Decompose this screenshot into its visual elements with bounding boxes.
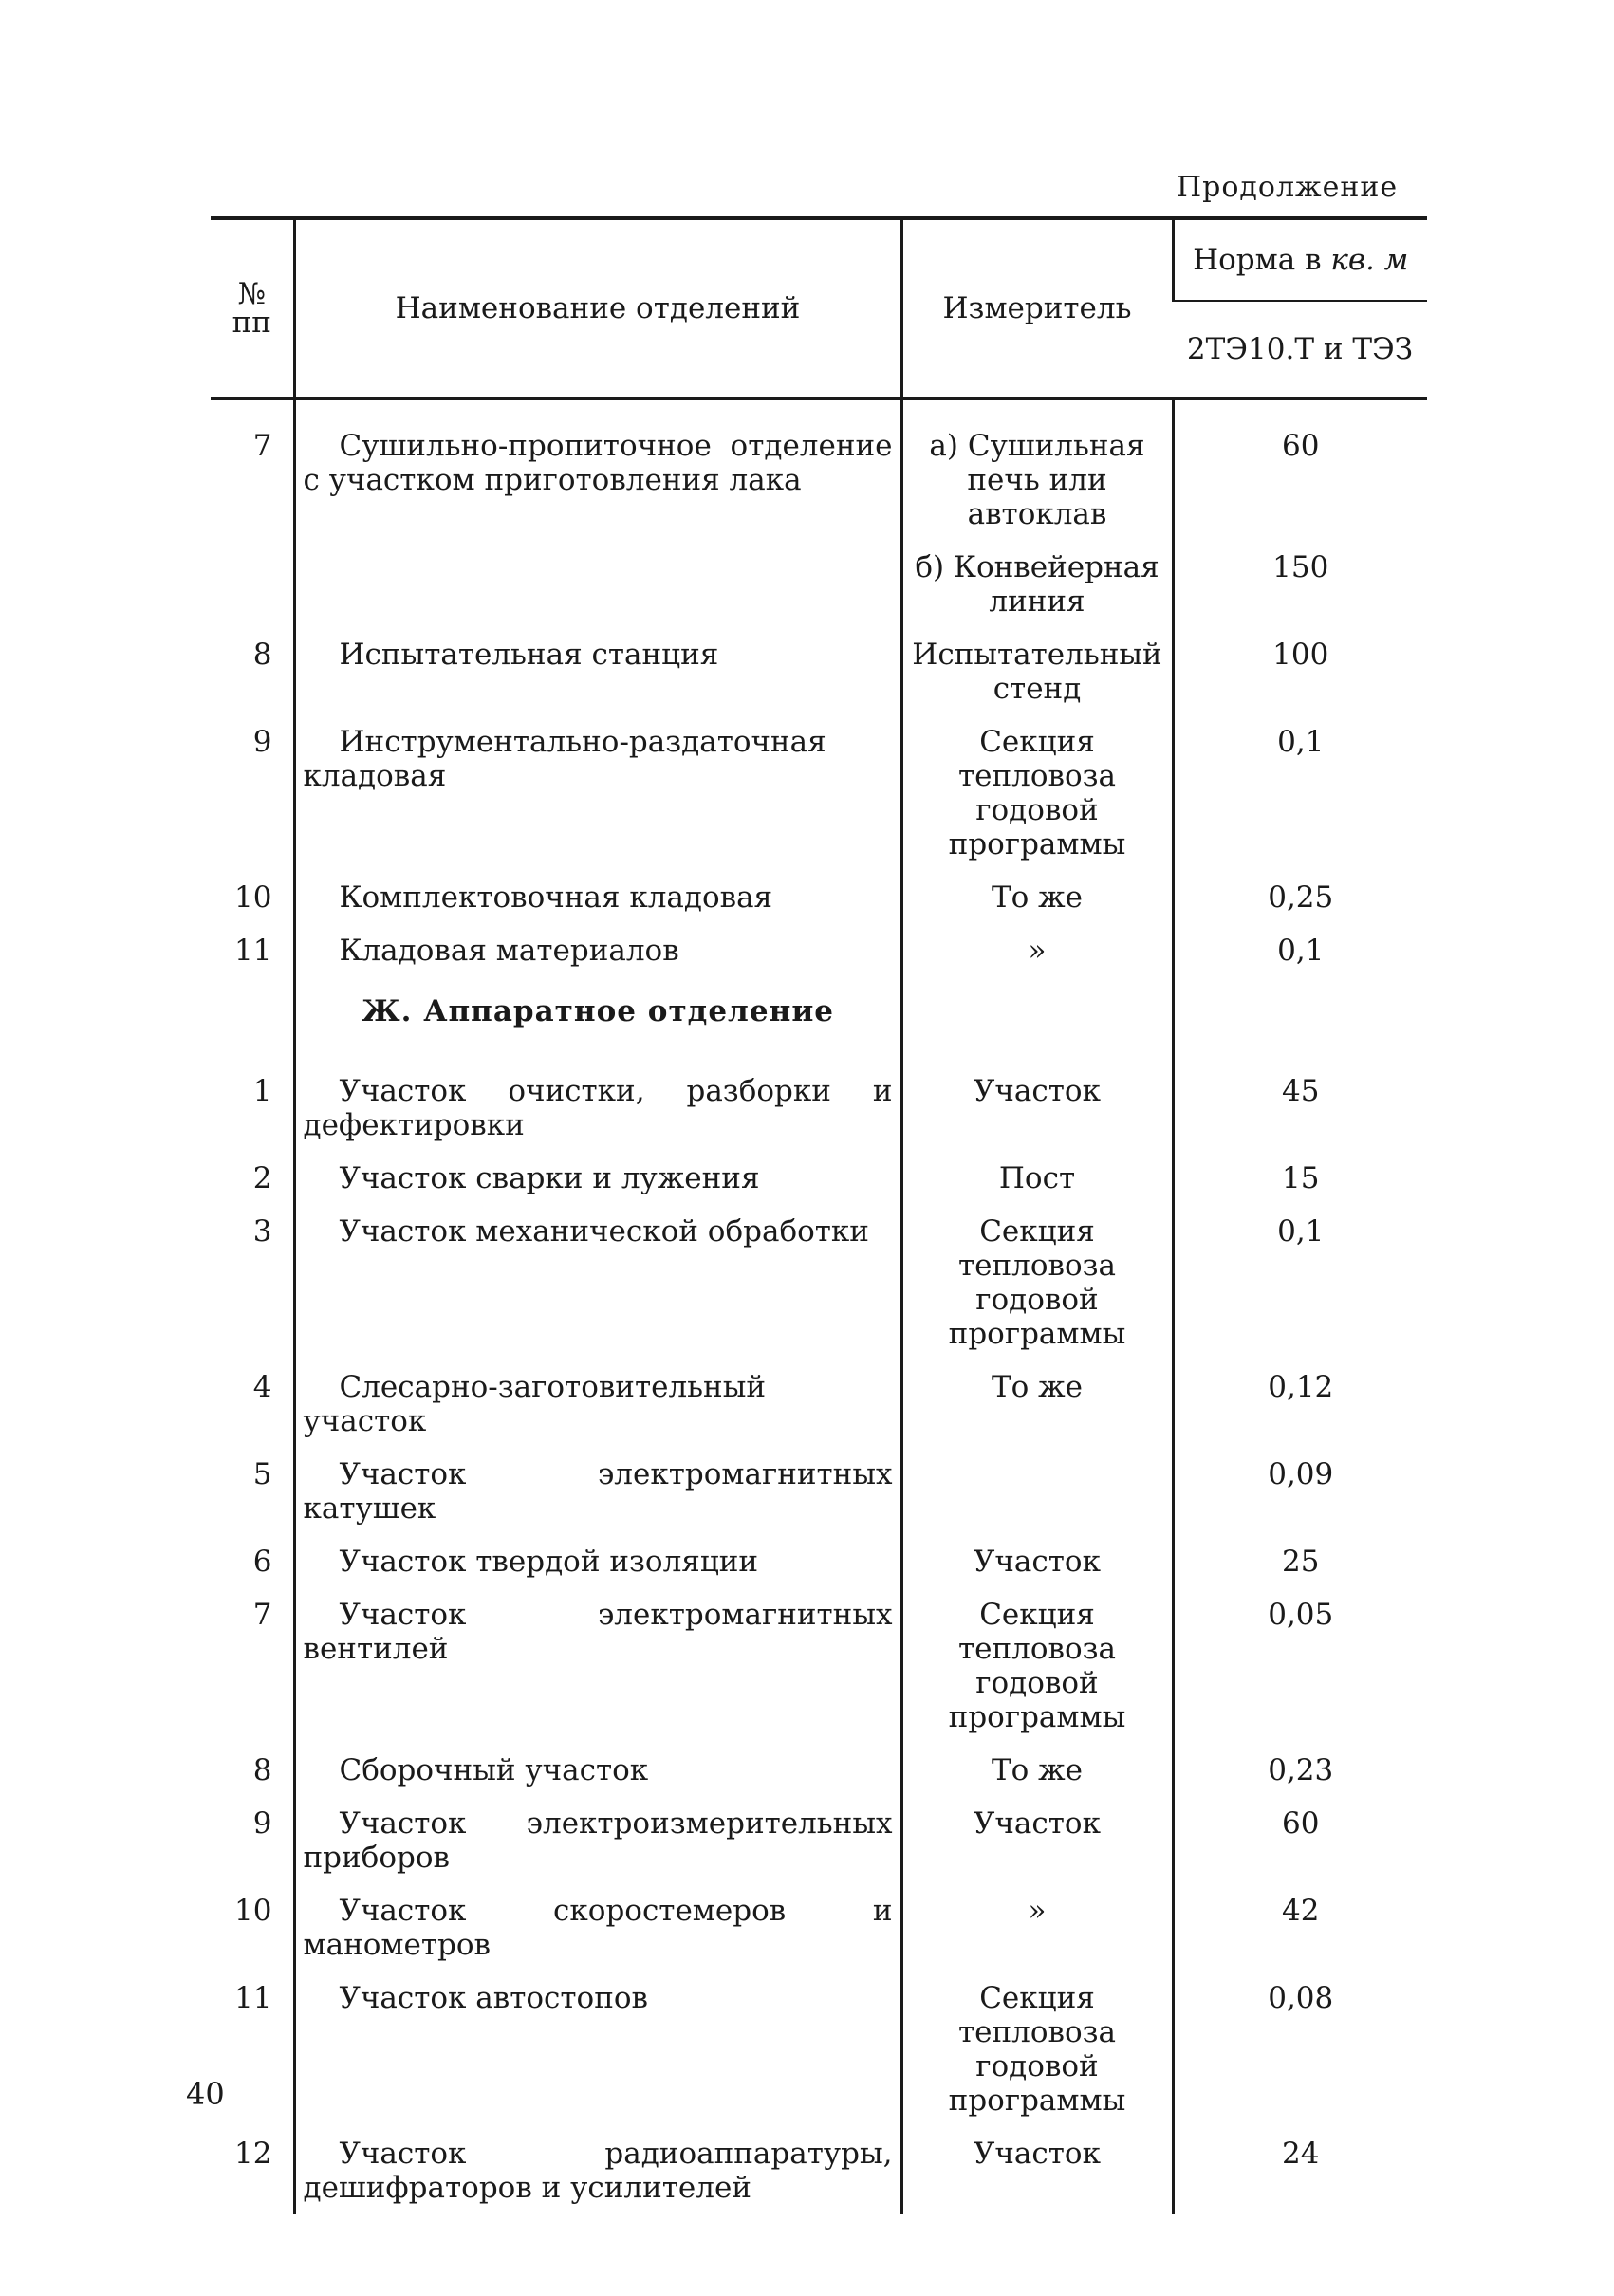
- row-norm: 0,12: [1173, 1361, 1427, 1448]
- row-norm: 15: [1173, 1152, 1427, 1205]
- table-row: [211, 715, 1427, 871]
- row-num: 12: [234, 2137, 272, 2171]
- row-norm: 42: [1173, 1884, 1427, 1972]
- section-heading-body: [211, 977, 1427, 1046]
- row-name: Участок электроизмерительных приборов: [294, 1797, 901, 1884]
- header-measure: Измеритель: [901, 218, 1173, 398]
- header-name: Наименование отделений: [294, 218, 901, 398]
- row-name: Участок радиоаппаратуры, дешифраторов и усилителей: [294, 2127, 901, 2214]
- table-row: [211, 1884, 1427, 1972]
- row-name: Слесарно-заготовительный участок: [294, 1361, 901, 1448]
- row-num: 11: [234, 1981, 272, 2015]
- table-row: [211, 1744, 1427, 1797]
- row-num: 4: [252, 1370, 272, 1404]
- row-num: 6: [252, 1545, 272, 1579]
- page-number: 40: [186, 2076, 225, 2112]
- header-num: № пп: [211, 218, 294, 398]
- row-measure: Секция тепловоза годовой программы: [901, 1972, 1173, 2127]
- row-norm: 0,25: [1173, 871, 1427, 924]
- row-num: 10: [234, 1894, 272, 1928]
- row-num: 9: [252, 725, 272, 759]
- table-row: [211, 1205, 1427, 1361]
- row-measure: Участок: [901, 1535, 1173, 1588]
- row-norm: 25: [1173, 1535, 1427, 1588]
- continuation-label: Продолжение: [1177, 171, 1399, 204]
- table-row: [211, 398, 1427, 541]
- row-num: 9: [252, 1806, 272, 1841]
- table-row: [211, 2127, 1427, 2214]
- row-name: Участок сварки и лужения: [294, 1152, 901, 1205]
- row-name: Участок электромагнитных катушек: [294, 1448, 901, 1535]
- row-measure: Секция тепловоза годовой программы: [901, 715, 1173, 871]
- table-row: [211, 1588, 1427, 1744]
- row-measure: »: [901, 924, 1173, 977]
- section-title: Ж. Аппаратное отделение: [294, 977, 901, 1046]
- row-measure: То же: [901, 1744, 1173, 1797]
- row-num: 2: [252, 1161, 272, 1195]
- row-num: 8: [252, 1753, 272, 1787]
- table-row: [211, 628, 1427, 715]
- norms-table-container: [211, 216, 1427, 2214]
- table-row: [211, 924, 1427, 977]
- row-measure: а) Сушильная печь или автоклав: [901, 398, 1173, 541]
- table-row: [211, 1972, 1427, 2127]
- row-measure: [901, 1448, 1173, 1535]
- row-measure: То же: [901, 871, 1173, 924]
- row-norm: 0,23: [1173, 1744, 1427, 1797]
- row-num: 11: [234, 934, 272, 968]
- row-num: 7: [252, 1598, 272, 1632]
- table-row: [211, 871, 1427, 924]
- row-num: [211, 541, 294, 628]
- table-row: [211, 1152, 1427, 1205]
- table-row: [211, 1046, 1427, 1152]
- row-name: Испытательная станция: [294, 628, 901, 715]
- row-num: 10: [234, 880, 272, 915]
- header-norm: [1173, 218, 1427, 301]
- table-row: [211, 1448, 1427, 1535]
- row-name: Участок очистки, разборки и дефектировки: [294, 1046, 901, 1152]
- table-row: [211, 1535, 1427, 1588]
- row-norm: 24: [1173, 2127, 1427, 2214]
- table-row: [211, 1797, 1427, 1884]
- row-num: 5: [252, 1457, 272, 1491]
- row-name: [294, 541, 901, 628]
- row-measure: Участок: [901, 2127, 1173, 2214]
- row-num: 8: [252, 638, 272, 672]
- row-name: Кладовая материалов: [294, 924, 901, 977]
- row-name: Участок твердой изоляции: [294, 1535, 901, 1588]
- row-norm: 100: [1173, 628, 1427, 715]
- section-row: [211, 977, 1427, 1046]
- row-norm: 60: [1173, 398, 1427, 541]
- row-norm: 60: [1173, 1797, 1427, 1884]
- header-norm-unit: кв. м: [1330, 243, 1409, 277]
- row-measure: Участок: [901, 1797, 1173, 1884]
- row-measure: То же: [901, 1361, 1173, 1448]
- norms-table: [211, 216, 1427, 2214]
- row-measure: б) Конвейерная линия: [901, 541, 1173, 628]
- row-name: Инструментально-раздаточная кладовая: [294, 715, 901, 871]
- row-measure: Секция тепловоза годовой программы: [901, 1588, 1173, 1744]
- row-norm: 0,1: [1173, 715, 1427, 871]
- row-norm: 0,09: [1173, 1448, 1427, 1535]
- table-row: [211, 1361, 1427, 1448]
- row-norm: 0,08: [1173, 1972, 1427, 2127]
- row-norm: 150: [1173, 541, 1427, 628]
- row-name: Участок автостопов: [294, 1972, 901, 2127]
- header-norm-prefix: Норма в: [1193, 243, 1322, 277]
- row-name: Сушильно-пропиточное отделение с участком приготовления лака: [294, 398, 901, 541]
- table-header: [211, 218, 1427, 398]
- row-name: Участок электромагнитных вентилей: [294, 1588, 901, 1744]
- row-num: 3: [252, 1214, 272, 1249]
- row-measure: Пост: [901, 1152, 1173, 1205]
- row-measure: Испытательный стенд: [901, 628, 1173, 715]
- row-norm: 0,05: [1173, 1588, 1427, 1744]
- header-norm-sub: 2ТЭ10.Т и ТЭЗ: [1173, 301, 1427, 398]
- row-norm: 45: [1173, 1046, 1427, 1152]
- row-norm: 0,1: [1173, 1205, 1427, 1361]
- row-name: Комплектовочная кладовая: [294, 871, 901, 924]
- row-name: Сборочный участок: [294, 1744, 901, 1797]
- row-measure: »: [901, 1884, 1173, 1972]
- row-measure: Секция тепловоза годовой программы: [901, 1205, 1173, 1361]
- row-num: 7: [252, 429, 272, 463]
- row-measure: Участок: [901, 1046, 1173, 1152]
- table-row: [211, 541, 1427, 628]
- row-num: 1: [252, 1074, 272, 1108]
- row-norm: 0,1: [1173, 924, 1427, 977]
- table-body-b: [211, 1046, 1427, 2214]
- table-body-a: [211, 398, 1427, 977]
- row-name: Участок механической обработки: [294, 1205, 901, 1361]
- row-name: Участок скоростемеров и манометров: [294, 1884, 901, 1972]
